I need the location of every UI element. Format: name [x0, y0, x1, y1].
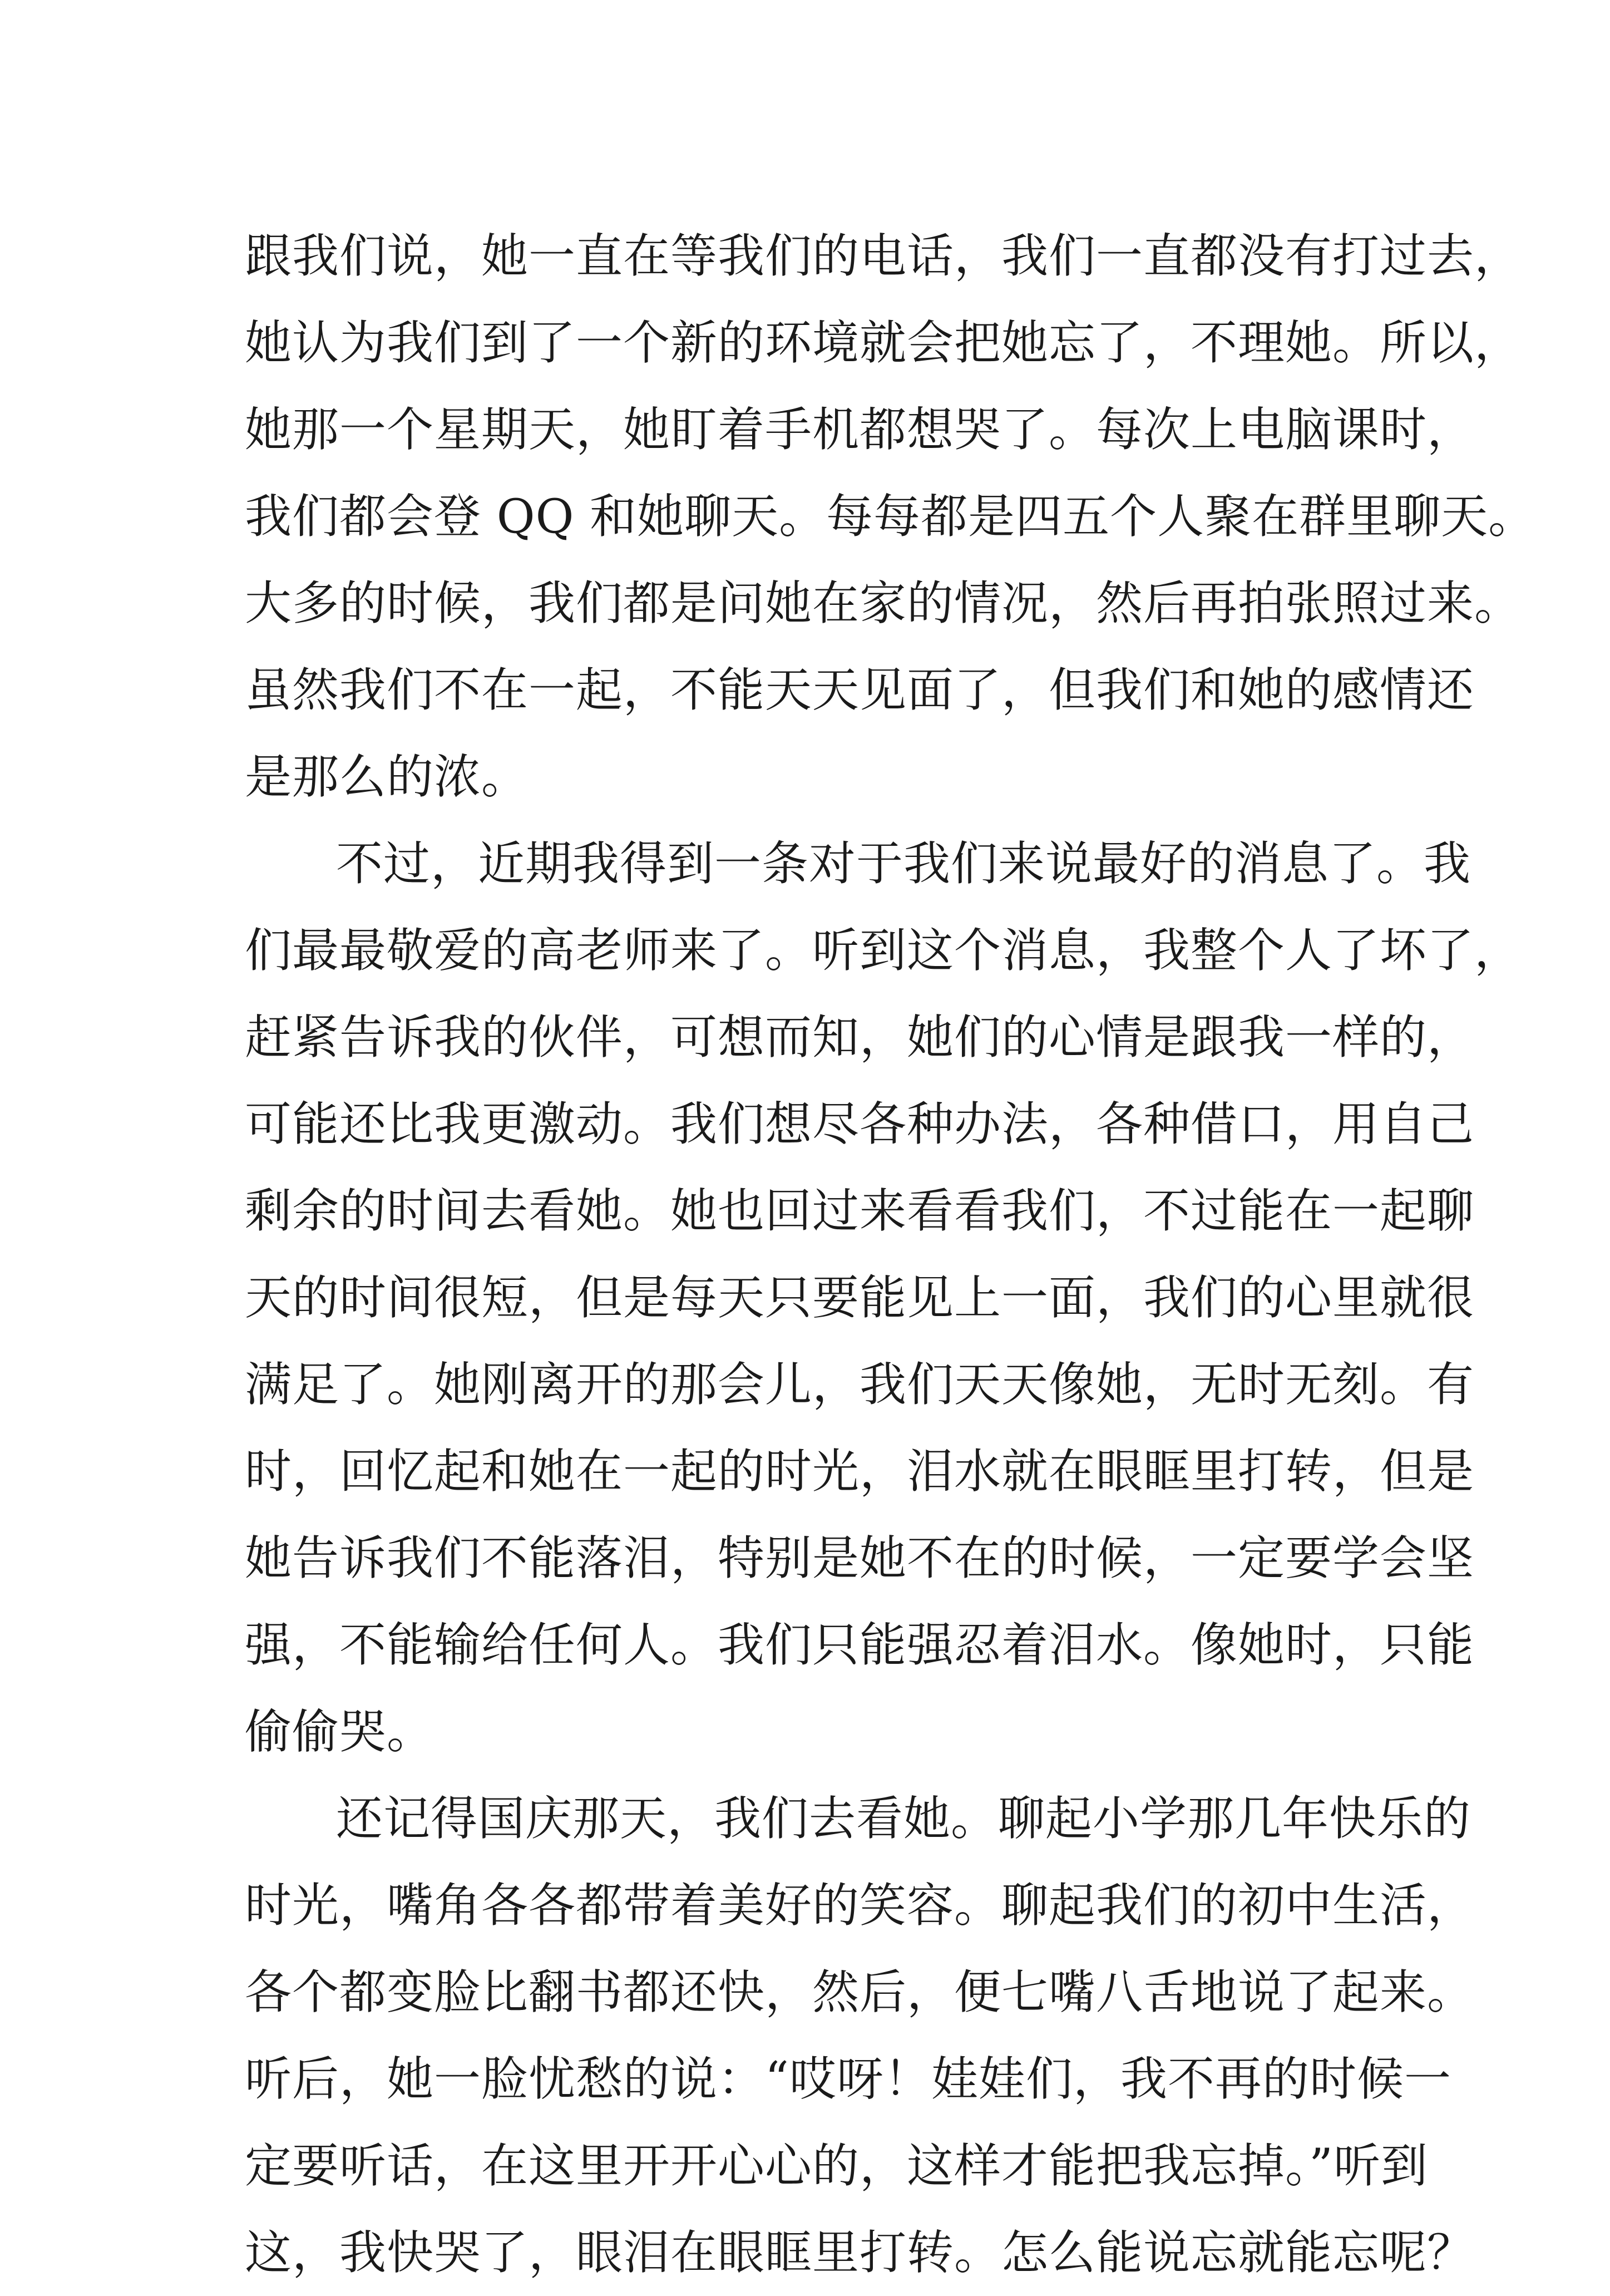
text-line: 这，我快哭了，眼泪在眼眶里打转。怎么能说忘就能忘呢？: [245, 2225, 1475, 2280]
text-line: 时光，嘴角各各都带着美好的笑容。聊起我们的初中生活，: [245, 1878, 1475, 1933]
text-line: 各个都变脸比翻书都还快，然后，便七嘴八舌地说了起来。: [245, 1965, 1475, 2019]
text-line: 强，不能输给任何人。我们只能强忍着泪水。像她时，只能: [245, 1618, 1475, 1672]
text-line: 天的时间很短，但是每天只要能见上一面，我们的心里就很: [245, 1270, 1475, 1325]
text-line: 她认为我们到了一个新的环境就会把她忘了，不理她。所以，: [245, 316, 1522, 370]
text-line: 虽然我们不在一起，不能天天见面了，但我们和她的感情还: [245, 663, 1475, 717]
text-line: 我们都会登 QQ 和她聊天。每每都是四五个人聚在群里聊天。: [245, 489, 1536, 544]
paragraph-first-line: 还记得国庆那天，我们去看她。聊起小学那几年快乐的: [336, 1791, 1471, 1846]
text-line: 听后，她一脸忧愁的说：“哎呀！娃娃们，我不再的时候一: [245, 2052, 1451, 2106]
text-line: 她那一个星期天，她盯着手机都想哭了。每次上电脑课时，: [245, 402, 1475, 457]
text-line: 大多的时候，我们都是问她在家的情况，然后再拍张照过来。: [245, 576, 1522, 630]
text-line: 可能还比我更激动。我们想尽各种办法，各种借口，用自己: [245, 1097, 1475, 1151]
text-line: 跟我们说，她一直在等我们的电话，我们一直都没有打过去，: [245, 229, 1522, 283]
text-line: 剩余的时间去看她。她也回过来看看我们，不过能在一起聊: [245, 1184, 1475, 1238]
text-line: 偷偷哭。: [245, 1704, 434, 1759]
text-line: 满足了。她刚离开的那会儿，我们天天像她，无时无刻。有: [245, 1357, 1475, 1412]
text-line: 定要听话，在这里开开心心的，这样才能把我忘掉。”听到: [245, 2139, 1428, 2193]
text-line: 她告诉我们不能落泪，特别是她不在的时候，一定要学会坚: [245, 1531, 1475, 1585]
text-line: 是那么的浓。: [245, 750, 529, 804]
body-text: [245, 213, 1536, 2296]
text-line: 们最最敬爱的高老师来了。听到这个消息，我整个人了坏了，: [245, 923, 1522, 978]
paragraph-first-line: 不过，近期我得到一条对于我们来说最好的消息了。我: [336, 836, 1471, 891]
text-line: 时，回忆起和她在一起的时光，泪水就在眼眶里打转，但是: [245, 1444, 1475, 1499]
text-line: 赶紧告诉我的伙伴，可想而知，她们的心情是跟我一样的，: [245, 1010, 1475, 1065]
